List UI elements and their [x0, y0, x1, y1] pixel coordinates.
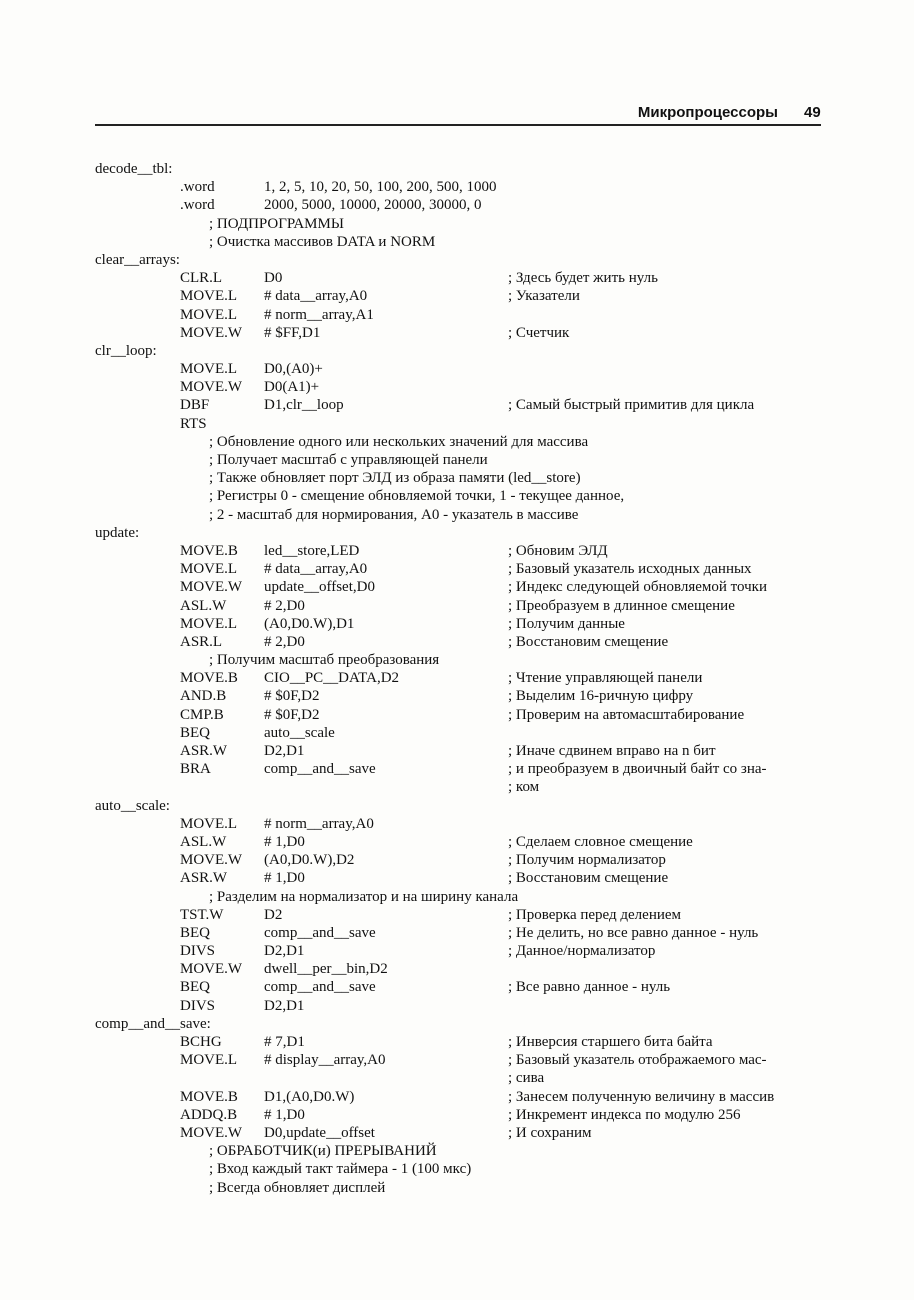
code-comment: ; ПОДПРОГРАММЫ	[209, 215, 344, 232]
code-operand: # 2,D0	[264, 597, 305, 614]
code-line	[0, 360, 914, 378]
code-mnemonic: DIVS	[180, 943, 216, 960]
code-line	[0, 469, 914, 487]
code-comment: ; Базовый указатель отображаемого мас-	[508, 1052, 767, 1069]
code-mnemonic: MOVE.W	[180, 379, 243, 396]
code-mnemonic: BEQ	[180, 924, 210, 941]
code-operand: update__offset,D0	[264, 579, 375, 596]
code-operand: D0,(A0)+	[264, 361, 323, 378]
code-operand: auto__scale	[264, 724, 335, 741]
code-mnemonic: BCHG	[180, 1034, 222, 1050]
code-line	[0, 287, 914, 305]
code-comment: ; ОБРАБОТЧИК(и) ПРЕРЫВАНИЙ	[209, 1143, 437, 1160]
code-operand: led__store,LED	[264, 542, 360, 559]
code-mnemonic: MOVE.L	[180, 561, 238, 578]
code-comment: ; Указатели	[508, 288, 580, 305]
code-comment: ; Сделаем словное смещение	[508, 833, 693, 850]
code-comment: ; Самый быстрый примитив для цикла	[508, 397, 755, 414]
code-comment: ; и преобразуем в двоичный байт со зна-	[508, 761, 767, 778]
code-line	[0, 706, 914, 724]
code-mnemonic: .word	[180, 197, 215, 214]
code-comment: ; Проверим на автомасштабирование	[508, 706, 745, 723]
code-line	[0, 760, 914, 778]
code-comment: ; Также обновляет порт ЭЛД из образа памяти (led__store)	[209, 470, 581, 487]
code-mnemonic: MOVE.W	[180, 852, 243, 869]
code-mnemonic: DIVS	[180, 997, 216, 1014]
code-line	[0, 396, 914, 414]
code-operand: D0(A1)+	[264, 379, 320, 396]
code-line	[0, 851, 914, 869]
code-line	[0, 342, 914, 360]
code-operand: D2	[264, 906, 283, 923]
code-mnemonic: MOVE.W	[180, 961, 243, 978]
code-label: auto__scale:	[95, 797, 170, 814]
code-mnemonic: BEQ	[180, 724, 210, 741]
code-mnemonic: MOVE.L	[180, 361, 238, 378]
code-line	[0, 833, 914, 851]
running-header-title: Микропроцессоры	[637, 104, 778, 121]
code-operand: D2,D1	[264, 943, 305, 960]
code-operand: D1,clr__loop	[264, 397, 344, 414]
code-line	[0, 1124, 914, 1142]
code-label: update:	[95, 524, 140, 541]
code-operand: comp__and__save	[264, 979, 376, 996]
code-line	[0, 615, 914, 633]
code-mnemonic: MOVE.L	[180, 288, 238, 305]
code-mnemonic: .word	[180, 179, 215, 196]
code-mnemonic: MOVE.L	[180, 306, 238, 323]
code-operand: # norm__array,A1	[264, 306, 374, 323]
code-label: clr__loop:	[95, 342, 157, 359]
code-mnemonic: BRA	[180, 761, 211, 778]
code-comment: ; Восстановим смещение	[508, 633, 669, 650]
code-mnemonic: ASL.W	[180, 833, 227, 850]
code-line	[0, 1033, 914, 1051]
code-comment: ; Занесем полученную величину в массив	[508, 1088, 775, 1105]
code-comment: ; Получает масштаб с управляющей панели	[209, 452, 488, 468]
code-line	[0, 215, 914, 233]
code-line	[0, 524, 914, 542]
code-line	[0, 778, 914, 796]
code-line	[0, 942, 914, 960]
code-line	[0, 324, 914, 342]
code-line	[0, 888, 914, 906]
code-line	[0, 978, 914, 996]
code-line	[0, 1142, 914, 1160]
code-mnemonic: MOVE.W	[180, 579, 243, 596]
code-line	[0, 924, 914, 942]
code-operand: # data__array,A0	[264, 288, 368, 305]
code-comment: ; Получим нормализатор	[508, 852, 666, 869]
code-line	[0, 669, 914, 687]
code-operand: # $FF,D1	[264, 324, 321, 341]
code-line	[0, 1015, 914, 1033]
code-comment: ; Обновление одного или нескольких значений для массива	[209, 433, 589, 450]
code-comment: ; Счетчик	[508, 324, 570, 341]
code-operand: D0	[264, 270, 283, 287]
code-line	[0, 1106, 914, 1124]
code-mnemonic: ASR.W	[180, 870, 228, 887]
code-line	[0, 451, 914, 469]
code-mnemonic: AND.B	[180, 688, 227, 705]
code-mnemonic: CMP.B	[180, 706, 224, 723]
code-mnemonic: MOVE.W	[180, 1124, 243, 1141]
code-mnemonic: RTS	[180, 415, 207, 432]
code-line	[0, 378, 914, 396]
code-operand: # data__array,A0	[264, 561, 368, 578]
code-line	[0, 196, 914, 214]
code-operand: # display__array,A0	[264, 1052, 386, 1069]
code-mnemonic: MOVE.B	[180, 542, 238, 559]
code-line	[0, 233, 914, 251]
code-operand: D2,D1	[264, 743, 305, 759]
code-line	[0, 306, 914, 324]
code-comment: ; Преобразуем в длинное смещение	[508, 597, 735, 614]
code-operand: comp__and__save	[264, 761, 376, 778]
code-operand: # 1,D0	[264, 870, 305, 887]
code-mnemonic: MOVE.W	[180, 324, 243, 341]
code-label: decode__tbl:	[95, 161, 173, 177]
code-comment: ; Восстановим смещение	[508, 870, 669, 887]
code-mnemonic: ASL.W	[180, 597, 227, 614]
code-line	[0, 997, 914, 1015]
code-line	[0, 269, 914, 287]
code-mnemonic: CLR.L	[180, 270, 223, 287]
code-operand: 1, 2, 5, 10, 20, 50, 100, 200, 500, 1000	[264, 179, 497, 196]
code-comment: ; Выделим 16-ричную цифру	[508, 688, 694, 705]
code-comment: ; Здесь будет жить нуль	[508, 270, 658, 287]
code-line	[0, 560, 914, 578]
code-label: comp__and__save:	[95, 1015, 211, 1032]
code-line	[0, 251, 914, 269]
code-line	[0, 687, 914, 705]
code-comment: ; 2 - масштаб для нормирования, A0 - указатель в массиве	[209, 506, 579, 523]
code-line	[0, 542, 914, 560]
code-comment: ; Всегда обновляет дисплей	[209, 1179, 386, 1196]
code-comment: ; Обновим ЭЛД	[508, 542, 608, 559]
code-operand: D0,update__offset	[264, 1124, 375, 1141]
code-comment: ; Очистка массивов DATA и NORM	[209, 233, 436, 250]
code-line	[0, 1069, 914, 1087]
code-comment: ; Все равно данное - нуль	[508, 979, 671, 996]
code-line	[0, 815, 914, 833]
code-operand: D2,D1	[264, 997, 305, 1014]
code-mnemonic: MOVE.L	[180, 615, 238, 632]
code-line	[0, 651, 914, 669]
code-operand: # 1,D0	[264, 833, 305, 850]
code-line	[0, 597, 914, 615]
code-line	[0, 906, 914, 924]
code-comment: ; Проверка перед делением	[508, 906, 682, 923]
code-comment: ; И сохраним	[508, 1124, 592, 1141]
code-label: clear__arrays:	[95, 251, 180, 268]
code-listing	[0, 160, 914, 1197]
code-line	[0, 415, 914, 433]
code-comment: ; Чтение управляющей панели	[508, 670, 703, 687]
code-line	[0, 797, 914, 815]
code-mnemonic: MOVE.L	[180, 815, 238, 832]
code-operand: dwell__per__bin,D2	[264, 961, 388, 978]
code-comment: ; Получим данные	[508, 615, 625, 632]
code-mnemonic: BEQ	[180, 979, 210, 996]
code-mnemonic: ASR.L	[180, 633, 223, 650]
code-operand: # 7,D1	[264, 1034, 305, 1050]
code-operand: 2000, 5000, 10000, 20000, 30000, 0	[264, 197, 482, 214]
code-comment: ; Данное/нормализатор	[508, 943, 656, 960]
code-mnemonic: MOVE.L	[180, 1052, 238, 1069]
code-operand: # 2,D0	[264, 633, 305, 650]
code-operand: CIO__PC__DATA,D2	[264, 670, 400, 687]
code-comment: ; Регистры 0 - смещение обновляемой точки, 1 - текущее данное,	[209, 488, 625, 505]
page-number: 49	[804, 104, 821, 121]
code-comment: ; Иначе сдвинем вправо на n бит	[508, 743, 716, 759]
code-mnemonic: MOVE.B	[180, 1088, 238, 1105]
code-comment: ; Вход каждый такт таймера - 1 (100 мкс)	[209, 1161, 472, 1178]
code-comment: ; сива	[508, 1070, 545, 1087]
code-line	[0, 724, 914, 742]
code-line	[0, 1179, 914, 1197]
code-line	[0, 633, 914, 651]
code-line	[0, 506, 914, 524]
code-mnemonic: ASR.W	[180, 743, 228, 759]
code-comment: ; Разделим на нормализатор и на ширину канала	[209, 888, 519, 905]
code-line	[0, 1051, 914, 1069]
code-mnemonic: TST.W	[180, 906, 224, 923]
code-operand: # 1,D0	[264, 1106, 305, 1123]
code-line	[0, 869, 914, 887]
code-operand: (A0,D0.W),D1	[264, 615, 355, 632]
code-line	[0, 578, 914, 596]
code-comment: ; Инверсия старшего бита байта	[508, 1034, 713, 1050]
code-operand: # $0F,D2	[264, 706, 320, 723]
code-line	[0, 178, 914, 196]
code-comment: ; Не делить, но все равно данное - нуль	[508, 924, 759, 941]
code-operand: D1,(A0,D0.W)	[264, 1088, 355, 1105]
code-comment: ; Получим масштаб преобразования	[209, 652, 440, 669]
code-line	[0, 1088, 914, 1106]
code-operand: # $0F,D2	[264, 688, 320, 705]
code-mnemonic: DBF	[180, 397, 210, 414]
code-comment: ; Индекс следующей обновляемой точки	[508, 579, 767, 596]
code-operand: # norm__array,A0	[264, 815, 374, 832]
code-line	[0, 160, 914, 178]
header-rule	[95, 124, 821, 126]
code-comment: ; Базовый указатель исходных данных	[508, 561, 752, 578]
code-line	[0, 742, 914, 760]
code-line	[0, 433, 914, 451]
code-mnemonic: ADDQ.B	[180, 1106, 238, 1123]
code-line	[0, 487, 914, 505]
code-mnemonic: MOVE.B	[180, 670, 238, 687]
code-comment: ; ком	[508, 779, 540, 796]
code-operand: comp__and__save	[264, 924, 376, 941]
code-line	[0, 1160, 914, 1178]
code-line	[0, 960, 914, 978]
code-operand: (A0,D0.W),D2	[264, 852, 355, 869]
code-comment: ; Инкремент индекса по модулю 256	[508, 1106, 741, 1123]
